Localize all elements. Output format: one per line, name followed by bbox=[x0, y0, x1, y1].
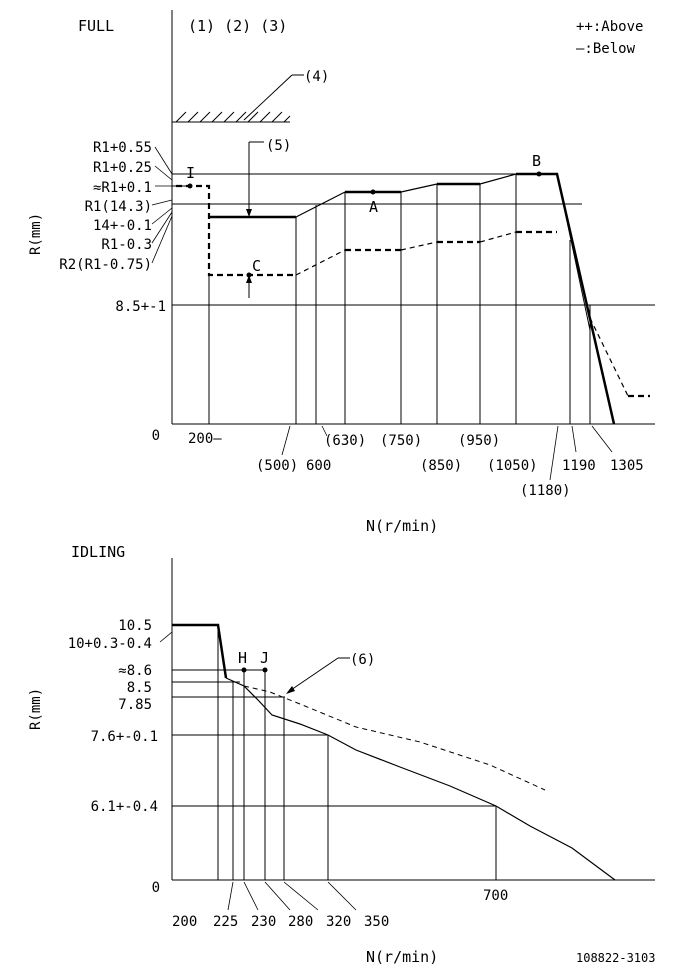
idling-xlabel-230: 230 bbox=[251, 914, 277, 930]
full-ylabel-r1-01: ≈R1+0.1 bbox=[92, 180, 152, 196]
idling-zero: 0 bbox=[151, 880, 160, 896]
idling-xlabel-320: 320 bbox=[326, 914, 352, 930]
idling-ylabel-axis: R(mm) bbox=[28, 687, 44, 730]
full-panel bbox=[28, 10, 655, 535]
idling-ylabel-85: 8.5 bbox=[126, 680, 152, 696]
legend-below: —:Below bbox=[576, 41, 636, 57]
point-i-label: I bbox=[186, 164, 196, 182]
point-j-label: J bbox=[260, 649, 270, 667]
idling-dashed-curve bbox=[244, 686, 545, 790]
callout6-label: (6) bbox=[350, 652, 376, 668]
full-xlabel-630: (630) bbox=[324, 433, 367, 449]
idling-ylabel-785: 7.85 bbox=[118, 697, 152, 713]
full-ylabel-axis: R(mm) bbox=[28, 212, 44, 255]
full-xlabel-1050: (1050) bbox=[487, 458, 538, 474]
full-ylabel-r1-055: R1+0.55 bbox=[92, 140, 152, 156]
full-xlabel-1305: 1305 bbox=[610, 458, 644, 474]
full-xlabel-950: (950) bbox=[458, 433, 501, 449]
idling-xlabel-350: 350 bbox=[364, 914, 390, 930]
point-h-label: H bbox=[238, 649, 248, 667]
full-zero: 0 bbox=[151, 428, 160, 444]
full-ylabel-85: 8.5+-1 bbox=[115, 299, 166, 315]
full-xlabel-200: 200— bbox=[188, 431, 222, 447]
callout4-label: (4) bbox=[304, 69, 330, 85]
idling-xlabel-200: 200 bbox=[172, 914, 198, 930]
point-a-dot bbox=[371, 190, 376, 195]
idling-ylabel-76: 7.6+-0.1 bbox=[90, 729, 158, 745]
full-xlabel-600: 600 bbox=[306, 458, 332, 474]
idling-xlabel-700: 700 bbox=[483, 888, 509, 904]
idling-xlabel-axis: N(r/min) bbox=[366, 948, 439, 966]
idling-xlabel-225: 225 bbox=[213, 914, 239, 930]
point-b-label: B bbox=[532, 152, 542, 170]
idling-ylabel-105: 10.5 bbox=[118, 618, 152, 634]
full-xlabel-axis: N(r/min) bbox=[366, 517, 439, 535]
full-ylabel-14: 14+-0.1 bbox=[92, 218, 152, 234]
legend-above: ++:Above bbox=[576, 19, 644, 35]
full-xlabel-1190: 1190 bbox=[562, 458, 596, 474]
idling-title: IDLING bbox=[71, 543, 126, 561]
point-a-label: A bbox=[369, 198, 379, 216]
full-xlabel-850: (850) bbox=[420, 458, 463, 474]
full-ylabel-r1: R1(14.3) bbox=[84, 199, 152, 215]
full-vertical-guides bbox=[209, 174, 590, 424]
full-xlabel-1180: (1180) bbox=[520, 483, 571, 499]
point-j-dot bbox=[263, 668, 268, 673]
point-i-dot bbox=[188, 184, 193, 189]
full-xlabel-750: (750) bbox=[380, 433, 423, 449]
idling-ylabel-86: ≈8.6 bbox=[118, 663, 152, 679]
point-b-dot bbox=[537, 172, 542, 177]
idling-xlabel-280: 280 bbox=[288, 914, 314, 930]
full-ylabel-r1-025: R1+0.25 bbox=[92, 160, 152, 176]
idling-panel bbox=[28, 543, 655, 966]
point-c-label: C bbox=[252, 257, 262, 275]
full-title: FULL bbox=[78, 17, 115, 35]
callout4-leader bbox=[244, 75, 292, 120]
callout5-label: (5) bbox=[266, 138, 292, 154]
point-h-dot bbox=[242, 668, 247, 673]
full-ylabel-r2: R2(R1-0.75) bbox=[59, 257, 152, 273]
idling-ylabel-10: 10+0.3-0.4 bbox=[67, 636, 152, 652]
full-label-leaders bbox=[152, 147, 172, 263]
full-dashed-curve bbox=[176, 186, 296, 275]
full-refs: (1) (2) (3) bbox=[188, 17, 288, 35]
idling-horizontal-guides bbox=[172, 625, 496, 806]
full-ylabel-r1-03: R1-0.3 bbox=[101, 237, 152, 253]
callout6-leader bbox=[288, 658, 338, 692]
stopper-hatch bbox=[172, 112, 290, 122]
doc-number: 108822-3103 bbox=[576, 951, 656, 965]
full-xlabel-500: (500) bbox=[256, 458, 299, 474]
idling-ylabel-61: 6.1+-0.4 bbox=[90, 799, 158, 815]
